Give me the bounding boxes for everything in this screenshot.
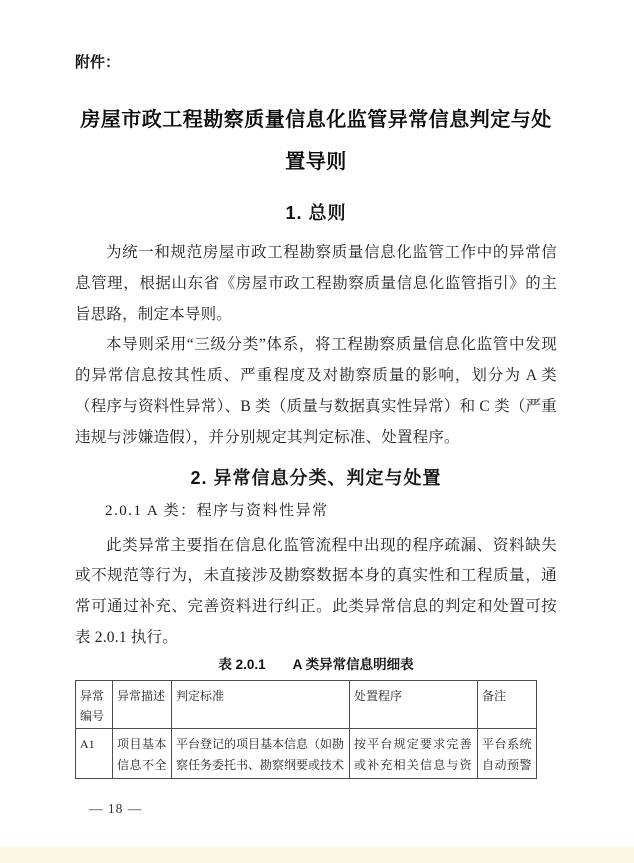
clause-2-0-1-paragraph: 此类异常主要指在信息化监管流程中出现的程序疏漏、资料缺失或不规范等行为，未直接涉及勘察数据本身的真实性和工程质量，通常可通过补充、完善资料进行纠正。此类异常信息的判定和处置可按表 2.0.1 执行。 xyxy=(75,536,557,646)
column-header-disposal-procedure: 处置程序 xyxy=(350,680,478,728)
section-1-paragraph-2: 本导则采用“三级分类”体系，将工程勘察质量信息化监管中发现的异常信息按其性质、严重程度及对勘察质量的影响，划分为 A 类（程序与资料性异常）、B 类（质量与数据真实性异常）和 C 类（严重违规与涉嫌造假），并分别规定其判定标准、处置程序。 xyxy=(75,336,557,446)
section-1-heading: 1. 总则 xyxy=(285,203,347,223)
cell-anomaly-id: A1 xyxy=(76,728,113,778)
table-caption: 表 2.0.1 A 类异常信息明细表 xyxy=(218,656,414,672)
document-title: 房屋市政工程勘察质量信息化监管异常信息判定与处置导则 xyxy=(80,109,552,173)
column-header-judgment-criteria: 判定标准 xyxy=(172,680,350,728)
page-bottom-background-strip xyxy=(0,847,634,863)
column-header-anomaly-description: 异常描述 xyxy=(113,680,172,728)
cell-anomaly-description: 项目基本信息不全 xyxy=(113,728,172,778)
table-header-row xyxy=(76,680,537,728)
clause-2-0-1-heading: 2.0.1 A 类：程序与资料性异常 xyxy=(105,502,329,519)
column-header-anomaly-id: 异常编号 xyxy=(76,680,113,728)
page-number: — 18 — xyxy=(89,800,143,816)
a-class-anomaly-table xyxy=(75,680,537,779)
cell-disposal-procedure: 按平台规定要求完善或补充相关信息与资 xyxy=(350,728,478,778)
cell-remarks: 平台系统自动预警 xyxy=(478,728,537,778)
section-2-heading: 2. 异常信息分类、判定与处置 xyxy=(190,467,442,488)
attachment-label: 附件： xyxy=(75,54,121,71)
column-header-remarks: 备注 xyxy=(478,680,537,728)
section-1-paragraph-1: 为统一和规范房屋市政工程勘察质量信息化监管工作中的异常信息管理，根据山东省《房屋市政工程勘察质量信息化监管指引》的主旨思路，制定本导则。 xyxy=(75,244,557,323)
table-row xyxy=(76,728,537,778)
cell-judgment-criteria: 平台登记的项目基本信息（如勘察任务委托书、勘察纲要或技术 xyxy=(172,728,350,778)
